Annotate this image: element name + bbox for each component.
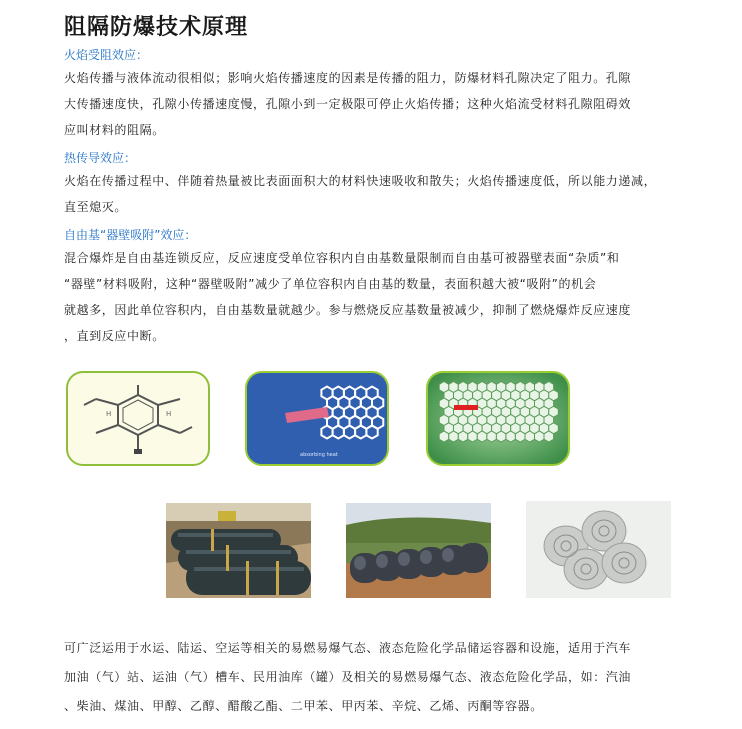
hexagon-mesh-green-image xyxy=(426,371,570,466)
tank-row-photo xyxy=(346,503,491,598)
svg-text:H: H xyxy=(106,410,112,418)
text-line: 大传播速度快，孔隙小传播速度慢，孔隙小到一定极限可停止火焰传播；这种火焰流受材料孔隙阻碍效 xyxy=(64,97,632,111)
section-body-wall-adsorption xyxy=(64,245,692,349)
text-line: 就越多，因此单位容积内，自由基数量就越少。参与燃烧反应基数量被减少，抑制了燃烧爆炸反应速度 xyxy=(64,303,632,317)
mesh-label: absorbing heat xyxy=(300,452,338,458)
buried-tanks-photo xyxy=(166,503,311,598)
section-body-flame-resistance xyxy=(64,65,692,143)
hex-cell xyxy=(496,431,506,442)
svg-text:H: H xyxy=(166,410,172,418)
text-line: 可广泛运用于水运、陆运、空运等相关的易燃易爆气态、液态危险化学品储运容器和设施，适用于汽车 xyxy=(64,641,632,655)
text-line: 火焰传播与液体流动很相似；影响火焰传播速度的因素是传播的阻力，防爆材料孔隙决定了阻力。孔隙 xyxy=(64,71,632,85)
section-body-heat-conduction xyxy=(64,168,692,220)
hexagon-mesh-blue-image xyxy=(245,371,389,466)
hex-cell xyxy=(544,431,554,442)
section-heading-wall-adsorption: 自由基“器壁吸附”效应： xyxy=(64,228,197,242)
section-heading-flame-resistance: 火焰受阻效应： xyxy=(64,48,149,62)
hex-cell xyxy=(535,431,545,442)
hexagon-molecule-diagram-image xyxy=(66,371,210,466)
hex-cell xyxy=(458,431,468,442)
hex-cell xyxy=(468,431,478,442)
hex-cell xyxy=(487,431,497,442)
text-line: 应叫材料的阻隔。 xyxy=(64,123,165,137)
hex-cell xyxy=(525,431,535,442)
hex-cell xyxy=(506,431,516,442)
text-line: ，直到反应中断。 xyxy=(64,329,165,343)
text-line: 混合爆炸是自由基连锁反应，反应速度受单位容积内自由基数量限制而自由基可被器壁表面“杂质”和 xyxy=(64,251,620,265)
text-line: 加油（气）站、运油（气）槽车、民用油库（罐）及相关的易燃易爆气态、液态危险化学品，如：汽油 xyxy=(64,670,632,684)
hex-cell xyxy=(515,431,525,442)
text-line: 火焰在传播过程中、伴随着热量被比表面面积大的材料快速吸收和散失；火焰传播速度低，所以能力递减， xyxy=(64,174,657,188)
section-heading-heat-conduction: 热传导效应： xyxy=(64,151,137,165)
text-line: 、柴油、煤油、甲醇、乙醇、醋酸乙酯、二甲苯、甲丙苯、辛烷、乙烯、丙酮等容器。 xyxy=(64,699,543,713)
text-line: “器壁”材料吸附，这种“器壁吸附”减少了单位容积内自由基的数量，表面积越大被“吸附”的机会 xyxy=(64,277,597,291)
hex-cell xyxy=(439,431,449,442)
page-title: 阻隔防爆技术原理 xyxy=(64,15,249,40)
text-line: 直至熄灭。 xyxy=(64,200,128,214)
aluminum-mesh-rolls-photo xyxy=(526,501,671,598)
application-paragraph xyxy=(64,634,692,721)
hex-cell xyxy=(449,431,459,442)
hex-cell xyxy=(477,431,487,442)
